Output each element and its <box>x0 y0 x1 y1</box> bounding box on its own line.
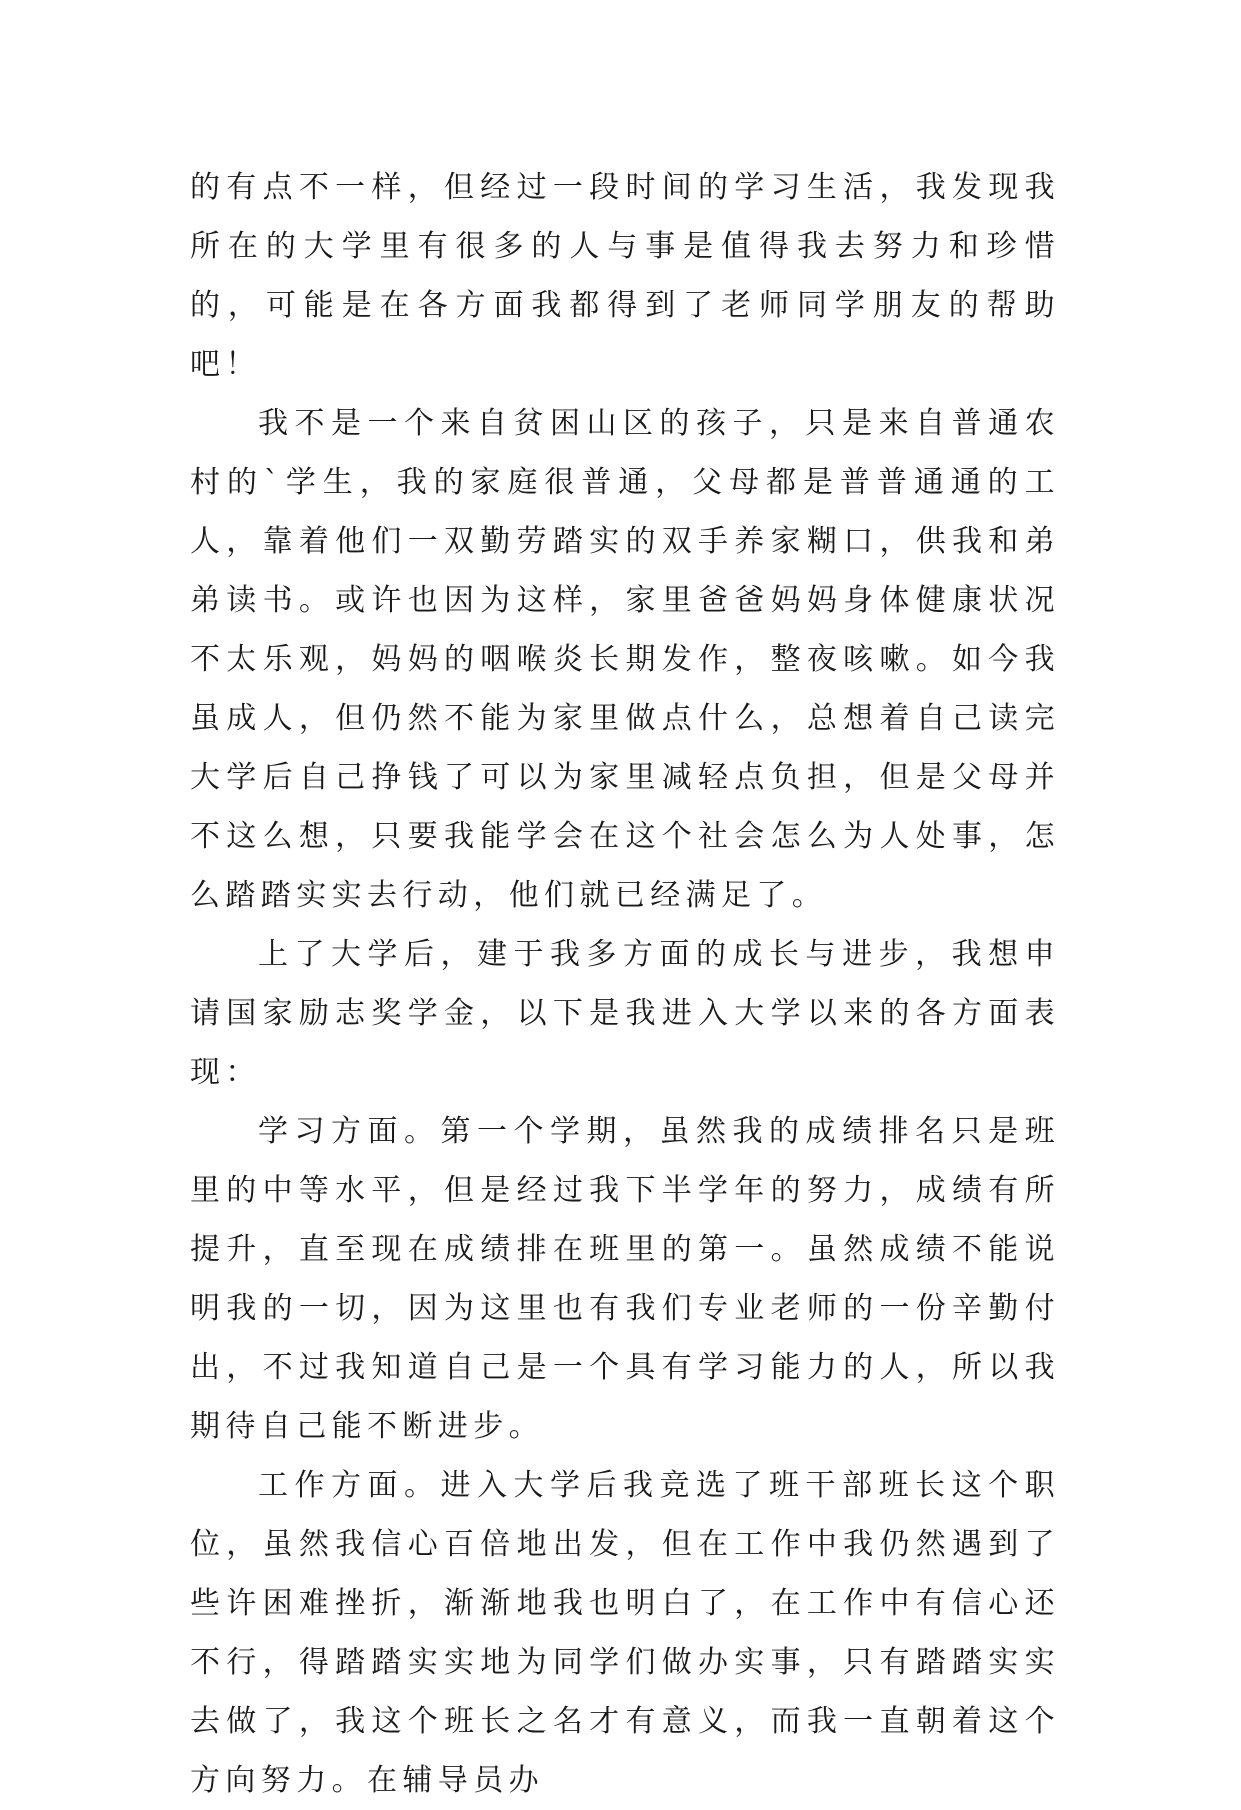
document-body <box>190 158 1060 1810</box>
paragraph-study-performance: 学习方面。第一个学期，虽然我的成绩排名只是班里的中等水平，但是经过我下半学年的努力，成绩有所提升，直至现在成绩排在班里的第一。虽然成绩不能说明我的一切，因为这里也有我们专业老师的一份辛勤付出，不过我知道自己是一个具有学习能力的人，所以我期待自己能不断进步。 <box>190 1114 1060 1444</box>
paragraph-work-performance: 工作方面。进入大学后我竞选了班干部班长这个职位，虽然我信心百倍地出发，但在工作中我仍然遇到了些许困难挫折，渐渐地我也明白了，在工作中有信心还不行，得踏踏实实地为同学们做办实事，只有踏踏实实去做了，我这个班长之名才有意义，而我一直朝着这个方向努力。在辅导员办 <box>190 1468 1060 1798</box>
paragraph-help-from-others: 的有点不一样，但经过一段时间的学习生活，我发现我所在的大学里有很多的人与事是值得我去努力和珍惜的，可能是在各方面我都得到了老师同学朋友的帮助吧！ <box>190 170 1060 382</box>
paragraph-scholarship-application: 上了大学后，建于我多方面的成长与进步，我想申请国家励志奖学金，以下是我进入大学以来的各方面表现： <box>190 937 1060 1090</box>
paragraph-family-background: 我不是一个来自贫困山区的孩子，只是来自普通农村的`学生，我的家庭很普通，父母都是普普通通的工人，靠着他们一双勤劳踏实的双手养家糊口，供我和弟弟读书。或许也因为这样，家里爸爸妈妈身体健康状况不太乐观，妈妈的咽喉炎长期发作，整夜咳嗽。如今我虽成人，但仍然不能为家里做点什么，总想着自己读完大学后自己挣钱了可以为家里减轻点负担，但是父母并不这么想，只要我能学会在这个社会怎么为人处事，怎么踏踏实实去行动，他们就已经满足了。 <box>190 406 1060 913</box>
